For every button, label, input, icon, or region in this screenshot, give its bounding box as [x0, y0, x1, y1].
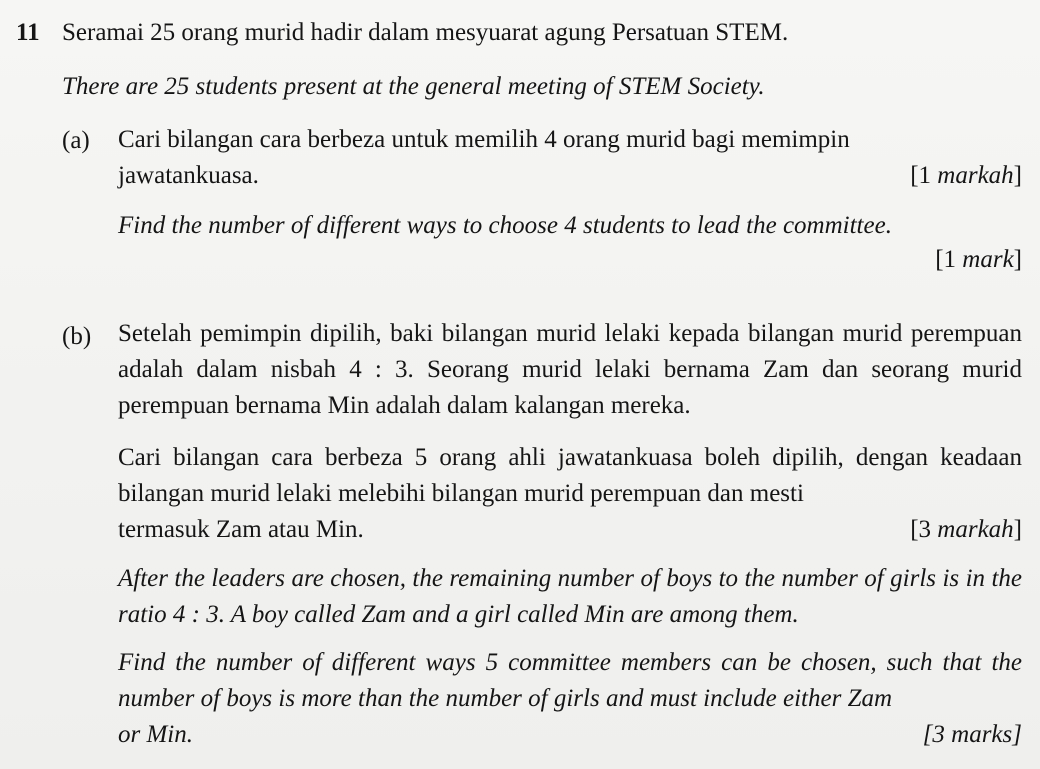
part-b-malay-marks: [3 markah]	[910, 516, 1022, 543]
part-a-malay-line2: jawatankuasa.	[118, 162, 259, 189]
question-stem-english: There are 25 students present at the general meeting of STEM Society.	[62, 73, 765, 100]
question-number: 11	[16, 19, 40, 46]
part-a-english-marks: [1 mark]	[935, 246, 1022, 273]
part-b-english-paragraph1: After the leaders are chosen, the remaining number of boys to the number of girls is in the ratio 4 : 3. A boy called Zam and a girl called Min are among them.	[118, 565, 1022, 628]
part-b-malay-paragraph2: Cari bilangan cara berbeza 5 orang ahli jawatankuasa boleh dipilih, dengan keadaan bilangan murid lelaki melebihi bilangan murid perempuan dan mesti	[118, 444, 1022, 507]
part-b-malay-last-row	[118, 512, 1022, 548]
part-a-label: (a)	[62, 127, 90, 154]
part-b-english-marks: [3 marks]	[922, 721, 1022, 748]
part-a-malay-line1: Cari bilangan cara berbeza untuk memilih 4 orang murid bagi memimpin	[118, 126, 850, 153]
part-b-english-last-row	[118, 717, 1022, 753]
question-stem-malay: Seramai 25 orang murid hadir dalam mesyuarat agung Persatuan STEM.	[62, 19, 789, 46]
part-b-malay-paragraph1: Setelah pemimpin dipilih, baki bilangan murid lelaki kepada bilangan murid perempuan adalah dalam nisbah 4 : 3. Seorang murid lelaki bernama Zam dan seorang murid perempuan bernama Min adalah dalam kalangan mereka.	[118, 320, 1022, 419]
part-a-english-text: Find the number of different ways to choose 4 students to lead the committee.	[118, 212, 892, 239]
part-a-malay-last-row	[118, 158, 1022, 194]
part-b-english-paragraph2-last: or Min.	[118, 721, 193, 748]
part-a-malay-marks: [1 markah]	[910, 162, 1022, 189]
part-b-label: (b)	[62, 323, 92, 350]
part-b-malay-paragraph2-last: termasuk Zam atau Min.	[118, 516, 364, 543]
part-b-english-paragraph2: Find the number of different ways 5 committee members can be chosen, such that the number of boys is more than the number of girls and must include either Zam	[118, 649, 1022, 712]
